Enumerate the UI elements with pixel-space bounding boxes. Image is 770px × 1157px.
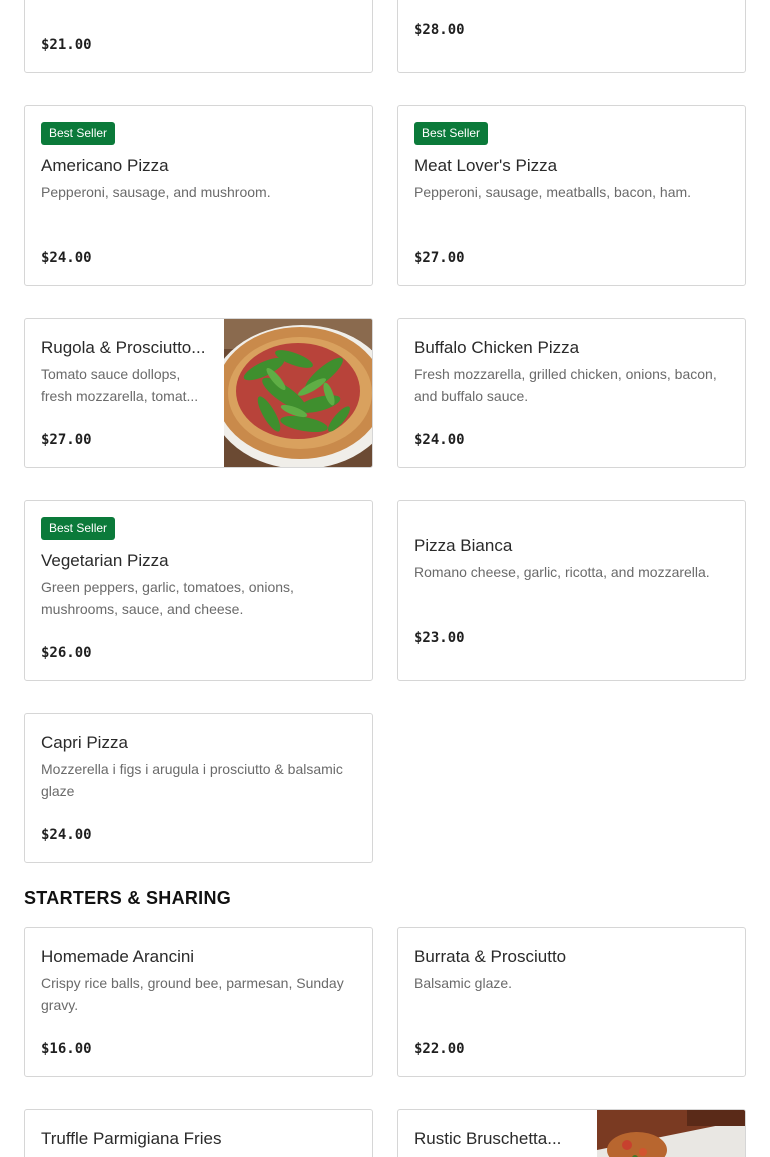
menu-item-card[interactable]: [397, 0, 746, 73]
item-price: $24.00: [41, 250, 92, 266]
item-name: Rugola & Prosciutto...: [41, 338, 206, 357]
menu-item-vegetarian-pizza[interactable]: [24, 500, 373, 681]
item-price: $22.00: [414, 1041, 465, 1057]
item-description: Pepperoni, sausage, and mushroom.: [41, 184, 271, 200]
item-name: Buffalo Chicken Pizza: [414, 338, 580, 357]
menu-item-americano-pizza[interactable]: [24, 105, 373, 286]
item-description: Romano cheese, garlic, ricotta, and mozzarella.: [414, 564, 710, 580]
best-seller-badge: Best Seller: [414, 122, 488, 145]
item-description: Green peppers, garlic, tomatoes, onions, mushrooms, sauce, and cheese.: [41, 579, 294, 617]
menu-item-capri-pizza[interactable]: [24, 713, 373, 863]
item-price: $21.00: [41, 37, 92, 53]
best-seller-badge: Best Seller: [41, 122, 115, 145]
item-name: Rustic Bruschetta...: [414, 1129, 562, 1148]
section-heading-starters: STARTERS & SHARING: [24, 888, 232, 908]
item-price: $26.00: [41, 645, 92, 661]
item-description: Mozzerella i figs i arugula i prosciutto & balsamic glaze: [41, 761, 343, 799]
bruschetta-photo: [597, 1110, 745, 1157]
item-description: Tomato sauce dollops, fresh mozzarella, tomat...: [41, 366, 199, 404]
menu-item-buffalo-chicken-pizza[interactable]: [397, 318, 746, 468]
menu-item-pizza-bianca[interactable]: [397, 500, 746, 681]
item-price: $16.00: [41, 1041, 92, 1057]
item-price: $27.00: [414, 250, 465, 266]
item-name: Pizza Bianca: [414, 536, 513, 555]
menu-item-burrata-prosciutto[interactable]: [397, 927, 746, 1077]
best-seller-badge: Best Seller: [41, 517, 115, 540]
item-description: Crispy rice balls, ground bee, parmesan, Sunday gravy.: [41, 975, 344, 1013]
menu-item-truffle-parmigiana-fries[interactable]: [24, 1109, 373, 1157]
item-price: $27.00: [41, 432, 92, 448]
menu-item-card[interactable]: [24, 0, 373, 73]
item-price: $24.00: [414, 432, 465, 448]
item-price: $23.00: [414, 630, 465, 646]
item-name: Vegetarian Pizza: [41, 551, 169, 570]
item-name: Truffle Parmigiana Fries: [41, 1129, 222, 1148]
menu-item-meat-lovers-pizza[interactable]: [397, 105, 746, 286]
item-description: Balsamic glaze.: [414, 975, 513, 991]
item-name: Americano Pizza: [41, 156, 169, 175]
menu-item-rugola-prosciutto-pizza[interactable]: [24, 318, 373, 468]
item-description: Pepperoni, sausage, meatballs, bacon, ham.: [414, 184, 692, 200]
item-price: $24.00: [41, 827, 92, 843]
item-name: Meat Lover's Pizza: [414, 156, 558, 175]
item-name: Capri Pizza: [41, 733, 128, 752]
pizza-photo: [224, 319, 372, 467]
menu-item-homemade-arancini[interactable]: [24, 927, 373, 1077]
item-description: Fresh mozzarella, grilled chicken, onions, bacon, and buffalo sauce.: [414, 366, 717, 404]
menu-item-rustic-bruschetta[interactable]: [397, 1109, 746, 1157]
item-price: $28.00: [414, 22, 465, 38]
item-name: Burrata & Prosciutto: [414, 947, 567, 966]
item-name: Homemade Arancini: [41, 947, 195, 966]
